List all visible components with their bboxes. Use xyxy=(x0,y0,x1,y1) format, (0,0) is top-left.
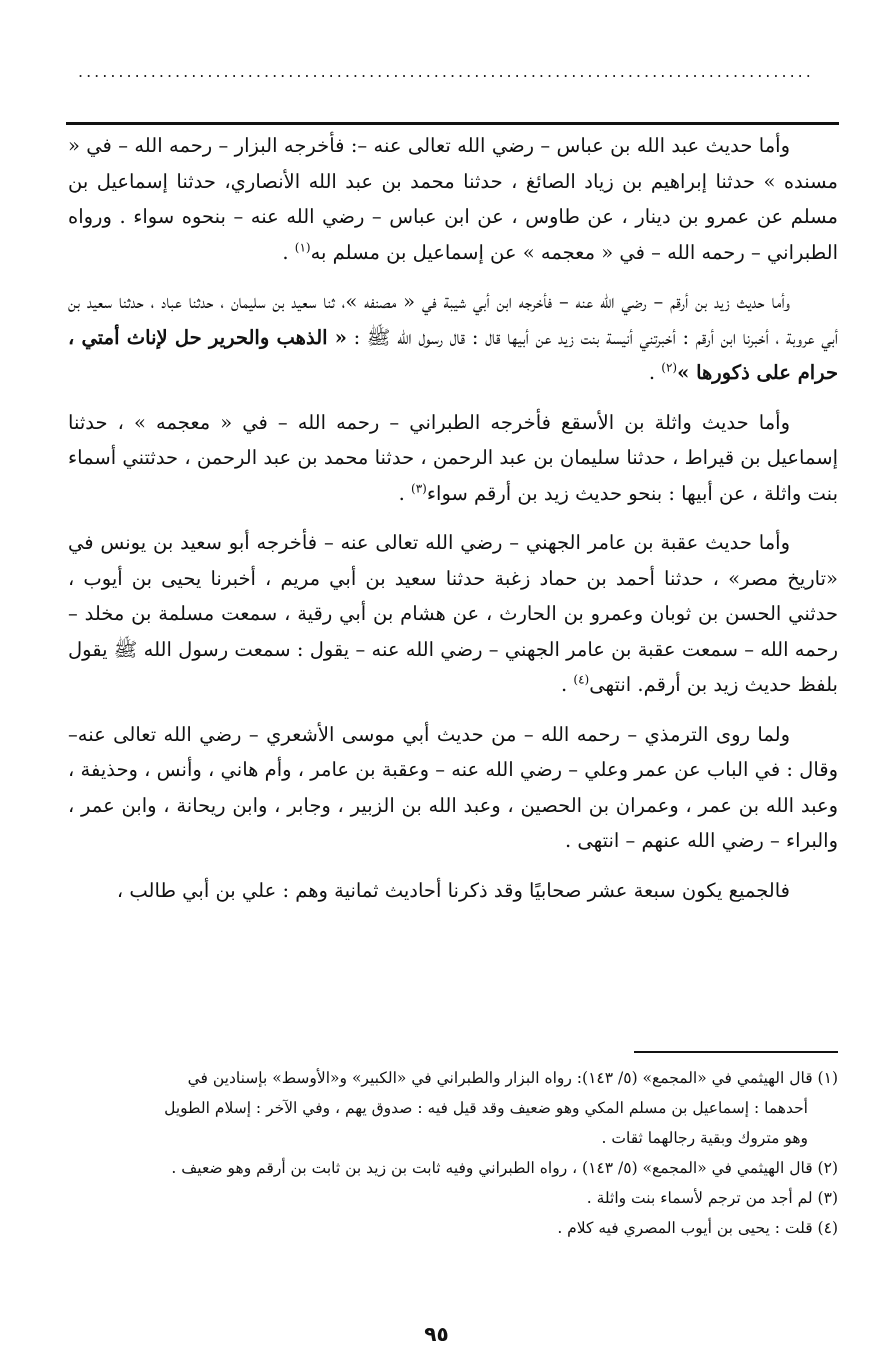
paragraph-end: . xyxy=(282,240,295,264)
paragraph-zayd-ibn-arqam xyxy=(68,284,838,391)
paragraph-tirmidhi xyxy=(68,717,838,859)
paragraph-wathila xyxy=(68,405,838,512)
paragraph-uqba xyxy=(68,525,838,703)
header-rule xyxy=(66,122,839,125)
paragraph-end: . xyxy=(648,361,662,384)
footnote-rule xyxy=(634,1051,838,1053)
paragraph-text: ولما روى الترمذي – رحمه الله – من حديث أبي موسى الأشعري – رضي الله تعالى عنه– وقال : في الباب عن عمر وعلي – رضي الله عنه – وعقبة بن عامر ، وأم هاني ، وأنس ، وحذيفة ، وعبد الله بن عمر ، وعمران بن الحصين ، وعبد الله بن الزبير ، وجابر ، وابن ريحانة ، وابن عمر ، والبراء – رضي الله عنهم – انتهى . xyxy=(68,722,838,852)
paragraph-text: وأما حديث عبد الله بن عباس – رضي الله تعالى عنه –: فأخرجه البزار – رحمه الله – في « مسنده » حدثنا إبراهيم بن زياد الصائغ ، حدثنا محمد بن عبد الله الأنصاري، حدثنا إسماعيل بن مسلم عن عمرو بن دينار ، عن طاوس ، عن ابن عباس – رضي الله عنه – بنحوه سواء . ورواه الطبراني – رحمه الله – في « معجمه » عن إسماعيل بن مسلم به xyxy=(68,134,838,264)
paragraph-text: وأما حديث واثلة بن الأسقع فأخرجه الطبراني – رحمه الله – في « معجمه » ، حدثنا إسماعيل بن قيراط ، حدثنا سليمان بن عبد الرحمن ، حدثنا محمد بن عبد الرحمن ، حدثتني أسماء بنت واثلة ، عن أبيها : بنحو حديث زيد بن أرقم سواء xyxy=(68,410,838,505)
page-number: ٩٥ xyxy=(424,1322,449,1346)
footnote-2: (٢) قال الهيثمي في «المجمع» (٥/ ١٤٣) ، رواه الطبراني وفيه ثابت بن زيد بن ثابت بن أرقم وهو ضعيف . xyxy=(171,1159,838,1177)
footnote-ref[interactable]: (٤) xyxy=(573,672,590,687)
footnote-1: (١) قال الهيثمي في «المجمع» (٥/ ١٤٣): رواه البزار والطبراني في «الكبير» و«الأوسط» بإسنادين في xyxy=(187,1069,838,1087)
footnote-ref[interactable]: (٣) xyxy=(411,481,427,495)
footnote-4: (٤) قلت : يحيى بن أيوب المصري فيه كلام . xyxy=(557,1219,838,1237)
paragraph-text: فالجميع يكون سبعة عشر صحابيًا وقد ذكرنا أحاديث ثمانية وهم : علي بن أبي طالب ، xyxy=(116,878,790,902)
paragraph-text: وأما حديث زيد بن أرقم – رضي الله عنه – فأخرجه ابن أبي شيبة في « مصنفه »، ثنا سعيد بن سليمان ، حدثنا عباد ، حدثنا سعيد بن أبي عروبة ، أخبرنا ابن أرقم : أخبرتني أنيسة بنت زيد عن أبيها قال : قال رسول الله ﷺ : xyxy=(68,290,838,349)
hadith-quote: « الذهب والحرير حل لإناث أمتي ، حرام على ذكورها » xyxy=(68,325,838,384)
footnote-1-continued: أحدهما : إسماعيل بن مسلم المكي وهو ضعيف وقد قيل فيه : صدوق يهم ، وفي الآخر : إسلام الطويل xyxy=(164,1099,808,1117)
footnote-3: (٣) لم أجد من ترجم لأسماء بنت واثلة . xyxy=(586,1189,838,1207)
paragraph-summary xyxy=(68,873,838,909)
paragraph-end: . xyxy=(398,481,412,505)
footnote-ref[interactable]: (٢) xyxy=(661,360,678,375)
footnote-ref[interactable]: (١) xyxy=(294,240,311,254)
paragraph-text: وأما حديث عقبة بن عامر الجهني – رضي الله تعالى عنه – فأخرجه أبو سعيد بن يونس في «تاريخ مصر» ، حدثنا أحمد بن حماد زغبة حدثنا سعيد بن أبي مريم ، أخبرنا يحيى بن أيوب ، حدثني الحسن بن ثوبان وعمرو بن الحارث ، عن هشام بن أبي رقية ، سمعت مسلمة بن مخلد – رحمه الله – سمعت عقبة بن عامر الجهني – رضي الله عنه – يقول : سمعت رسول الله ﷺ يقول بلفظ حديث زيد بن أرقم. انتهى xyxy=(68,531,838,696)
main-text xyxy=(68,128,838,922)
header-dotted-line: ........................................................................................... xyxy=(78,62,814,81)
footnotes xyxy=(70,1063,838,1243)
paragraph-end: . xyxy=(560,673,574,696)
paragraph-ibn-abbas xyxy=(68,128,838,270)
footnote-1-continued: وهو متروك وبقية رجالهما ثقات . xyxy=(601,1129,808,1147)
